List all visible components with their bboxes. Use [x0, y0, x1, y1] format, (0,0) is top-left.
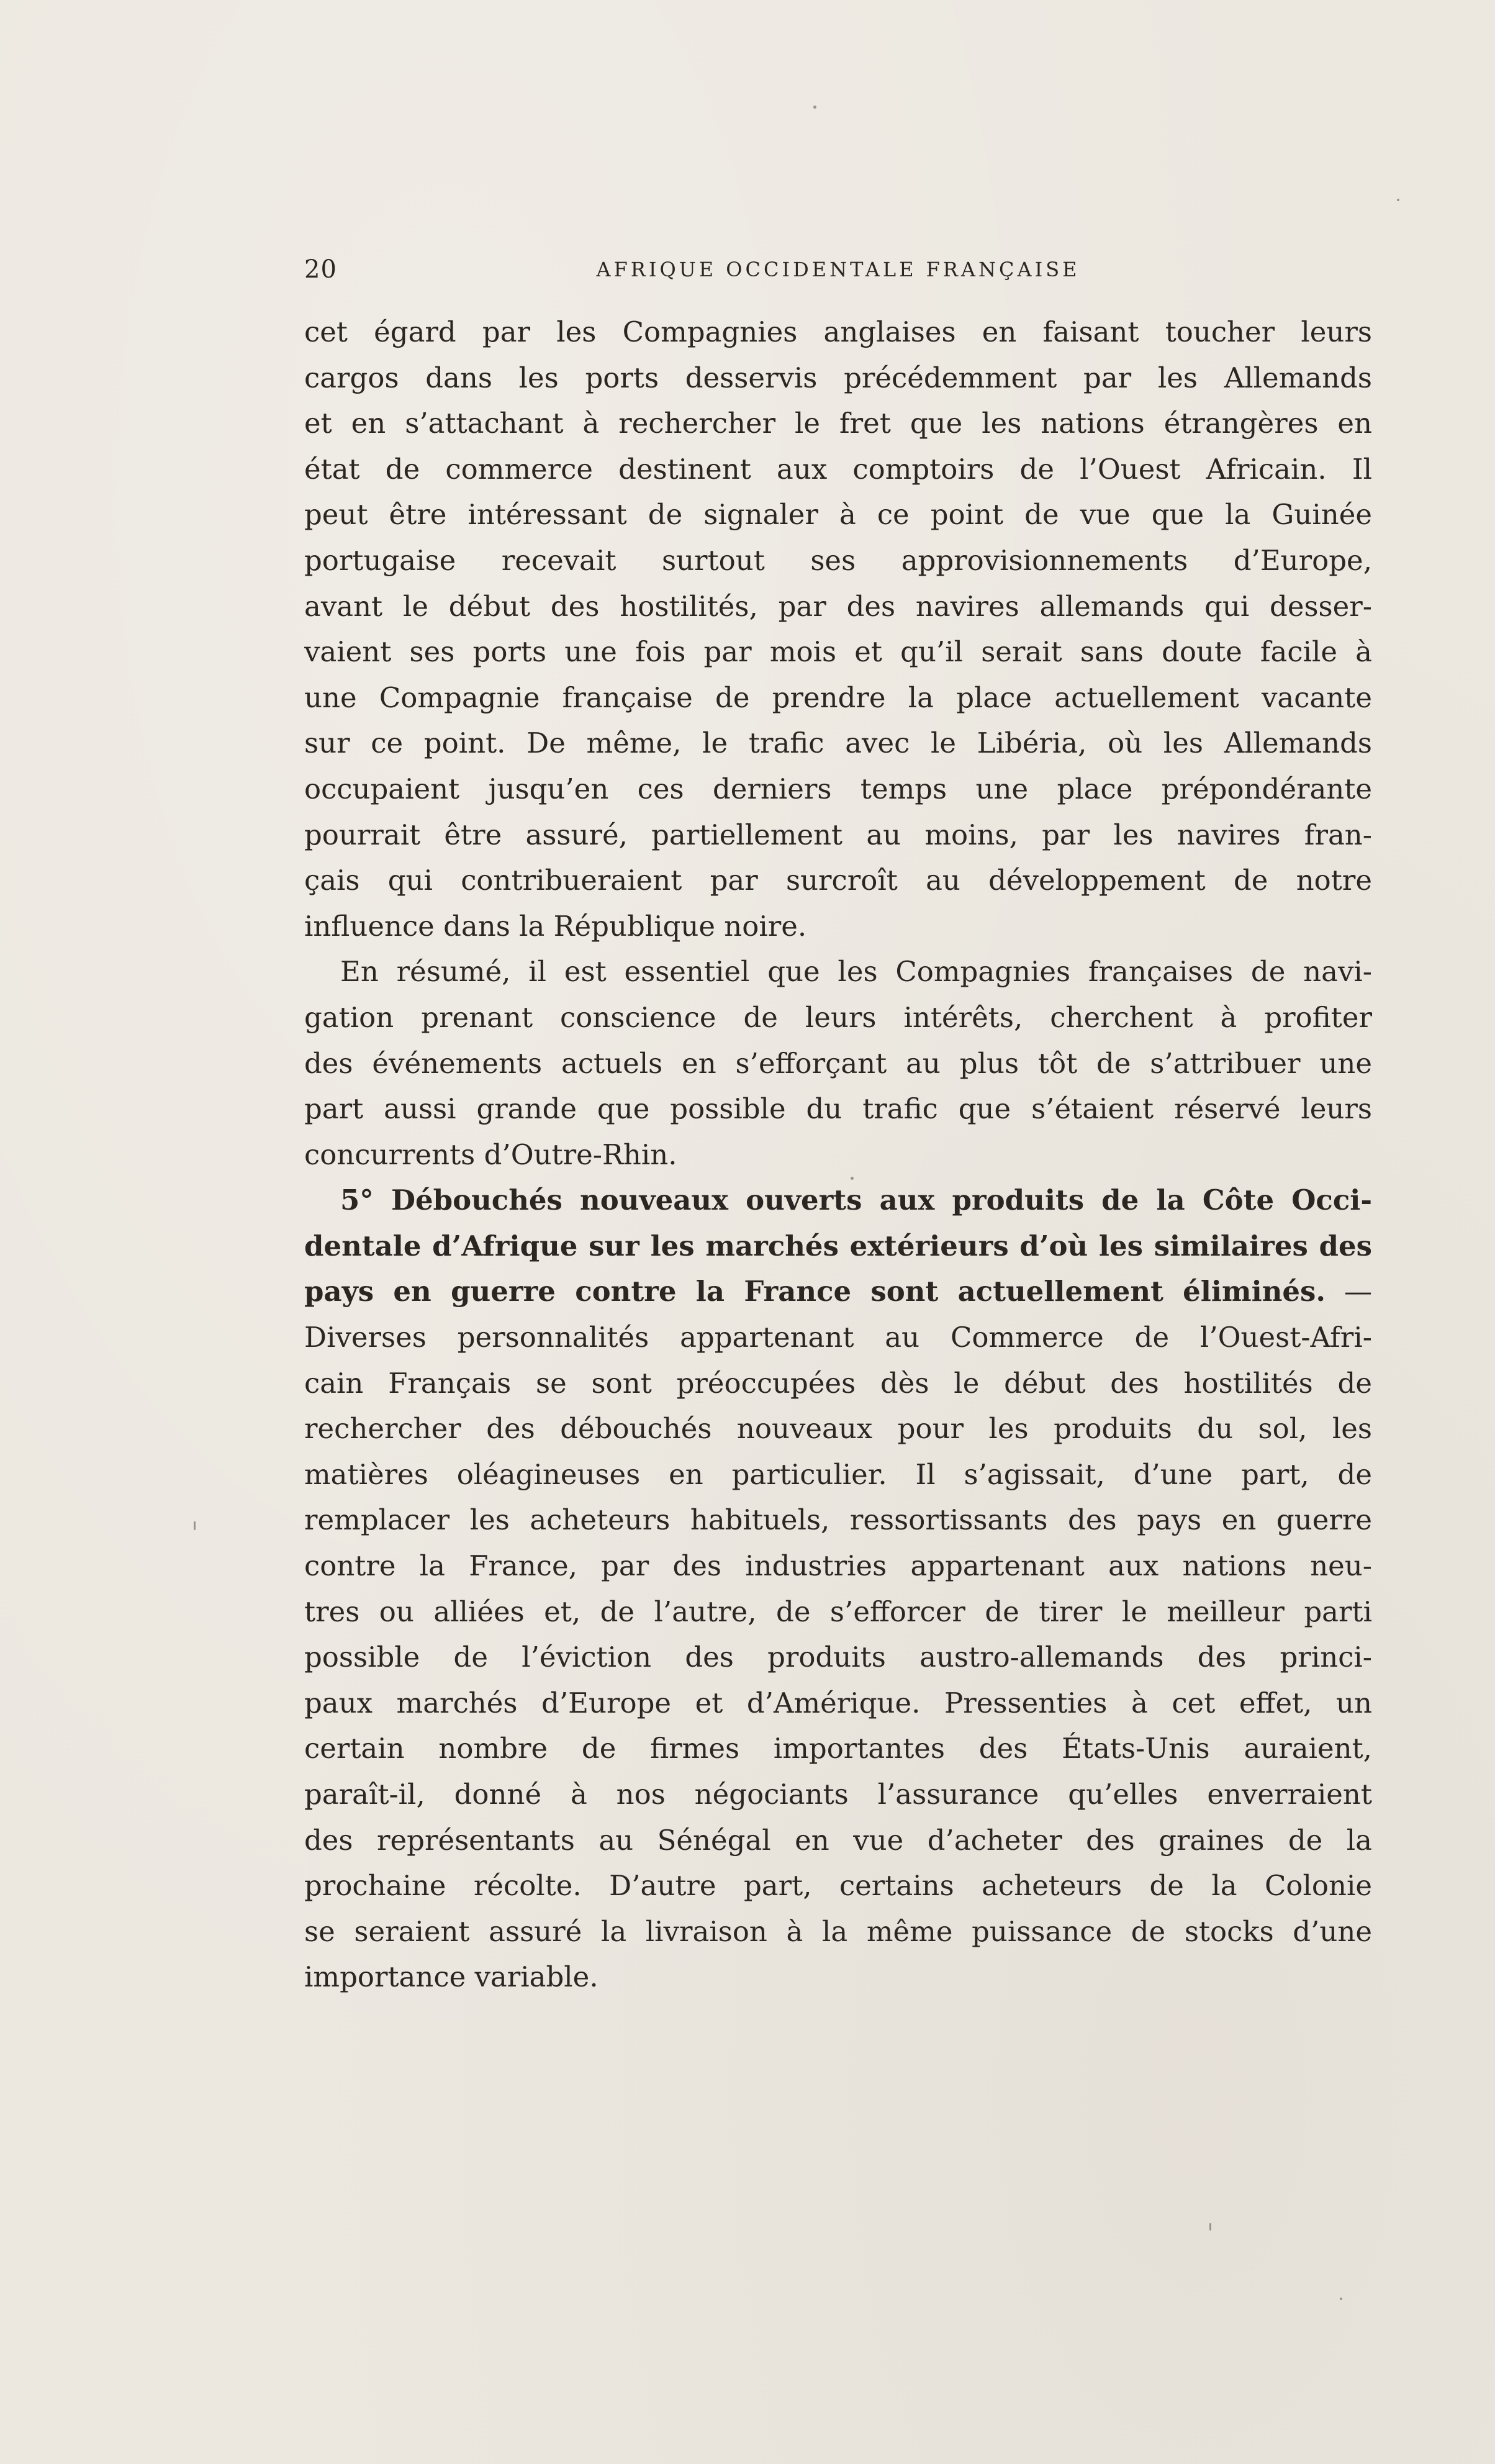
text-line: contre la France, par des industries appartenant aux nations neu- [304, 1549, 1372, 1583]
text-line: prochaine récolte. D’autre part, certains acheteurs de la Colonie [304, 1869, 1372, 1903]
section-heading-text: dentale d’Afrique sur les marchés extérieurs d’où les similaires des [304, 1229, 1372, 1262]
text-line: certain nombre de firmes importantes des États-Unis auraient, [304, 1732, 1372, 1765]
paper-speck [851, 1177, 854, 1180]
text-line: occupaient jusqu’en ces derniers temps une place prépondérante [304, 772, 1372, 805]
section-heading-text: pays en guerre contre la France sont actuellement éliminés. [304, 1275, 1326, 1308]
text-line: paux marchés d’Europe et d’Amérique. Pressenties à cet effet, un [304, 1686, 1372, 1719]
text-line: possible de l’éviction des produits austro-allemands des princi- [304, 1641, 1372, 1674]
text-line: influence dans la République noire. [304, 909, 807, 943]
text-line: çais qui contribueraient par surcroît au développement de notre [304, 864, 1372, 897]
section-heading-line [304, 1177, 1372, 1223]
text-line: cain Français se sont préoccupées dès le début des hostilités de [304, 1366, 1372, 1400]
paper-speck [1340, 2298, 1342, 2300]
text-line: Diverses personnalités appartenant au Commerce de l’Ouest-Afri- [304, 1321, 1372, 1354]
section-heading-line [304, 1269, 1372, 1315]
text-line: des événements actuels en s’efforçant au plus tôt de s’attribuer une [304, 1046, 1372, 1080]
running-title: AFRIQUE OCCIDENTALE FRANÇAISE [596, 258, 1080, 281]
text-line: part aussi grande que possible du trafic que s’étaient réservé leurs [304, 1092, 1372, 1126]
text-line: vaient ses ports une fois par mois et qu’il serait sans doute facile à [304, 635, 1372, 669]
paper-speck [194, 1521, 196, 1530]
text-line: des représentants au Sénégal en vue d’acheter des graines de la [304, 1823, 1372, 1857]
text-line: tres ou alliées et, de l’autre, de s’efforcer de tirer le meilleur parti [304, 1595, 1372, 1628]
text-line: portugaise recevait surtout ses approvisionnements d’Europe, [304, 543, 1372, 577]
section-heading-line [304, 1223, 1372, 1269]
text-line: rechercher des débouchés nouveaux pour les produits du sol, les [304, 1412, 1372, 1446]
text-line: matières oléagineuses en particulier. Il s’agissait, d’une part, de [304, 1457, 1372, 1491]
paper-speck [1209, 2223, 1211, 2231]
em-dash: — [1326, 1275, 1372, 1308]
paper-speck [813, 106, 816, 109]
text-line: paraît-il, donné à nos négociants l’assurance qu’elles enverraient [304, 1778, 1372, 1811]
text-line: et en s’attachant à rechercher le fret que les nations étrangères en [304, 407, 1372, 440]
text-line: concurrents d’Outre-Rhin. [304, 1138, 677, 1171]
section-heading-text: 5° Débouchés nouveaux ouverts aux produits de la Côte Occi- [340, 1184, 1372, 1217]
text-line: gation prenant conscience de leurs intérêts, cherchent à profiter [304, 1000, 1372, 1034]
text-line: remplacer les acheteurs habituels, ressortissants des pays en guerre [304, 1503, 1372, 1537]
body-text [304, 309, 1372, 2000]
text-line: cet égard par les Compagnies anglaises en faisant toucher leurs [304, 315, 1372, 348]
text-line: En résumé, il est essentiel que les Compagnies françaises de navi- [340, 955, 1372, 989]
page-number: 20 [304, 255, 337, 284]
text-line: avant le début des hostilités, par des navires allemands qui desser- [304, 589, 1372, 623]
text-line: une Compagnie française de prendre la place actuellement vacante [304, 681, 1372, 714]
text-line: cargos dans les ports desservis précédemment par les Allemands [304, 361, 1372, 394]
text-line: peut être intéressant de signaler à ce point de vue que la Guinée [304, 498, 1372, 532]
text-line: pourrait être assuré, partiellement au moins, par les navires fran- [304, 818, 1372, 851]
text-line: importance variable. [304, 1960, 598, 1994]
text-line: sur ce point. De même, le trafic avec le Libéria, où les Allemands [304, 727, 1372, 760]
text-line: se seraient assuré la livraison à la même puissance de stocks d’une [304, 1914, 1372, 1948]
paper-speck [1397, 199, 1399, 201]
page-header [304, 253, 1372, 286]
text-line: état de commerce destinent aux comptoirs de l’Ouest Africain. Il [304, 452, 1372, 486]
